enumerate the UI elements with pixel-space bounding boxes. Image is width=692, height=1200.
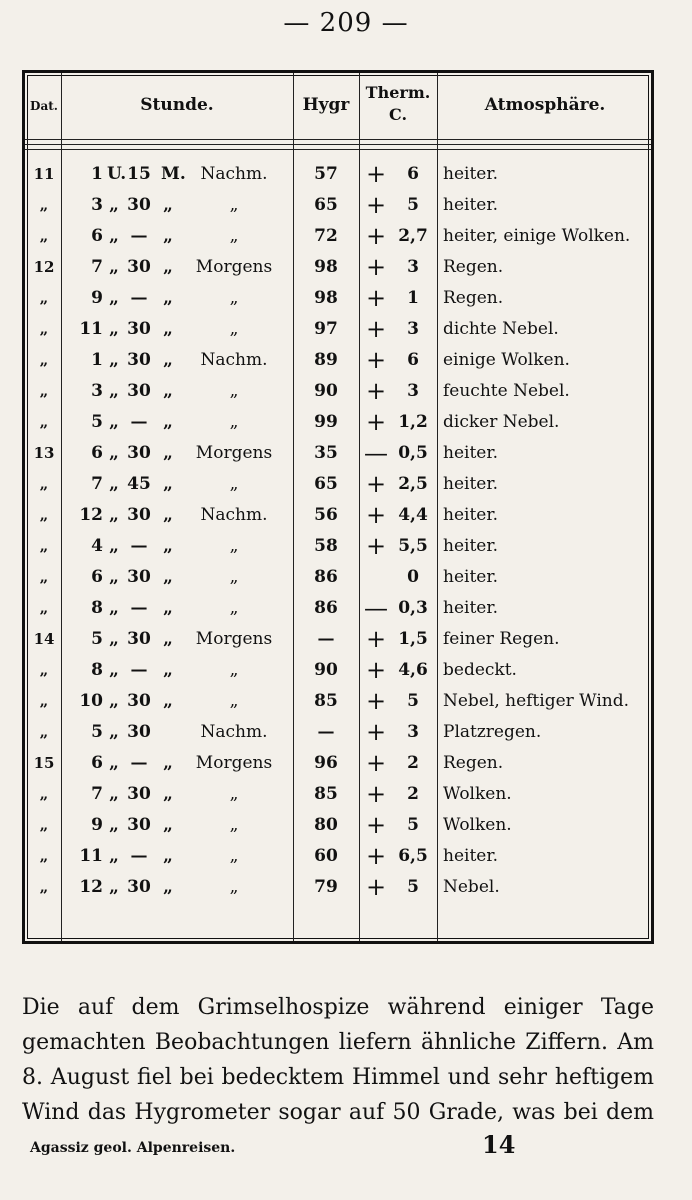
cell-hygrometer: 57 <box>314 164 338 184</box>
cell-hygrometer: 60 <box>314 846 338 866</box>
cell-hygrometer: 72 <box>314 226 338 246</box>
cell-hour: 8 <box>91 598 103 618</box>
cell-minute: — <box>130 288 148 308</box>
cell-atmosphere: dichte Nebel. <box>443 319 559 339</box>
cell-ditto: „ <box>163 629 173 649</box>
cell-ditto: „ <box>109 598 119 618</box>
cell-hour: 4 <box>91 536 103 556</box>
paragraph-line: 8. August fiel bei bedecktem Himmel und sehr heftigem <box>22 1065 654 1090</box>
cell-ditto: „ <box>163 474 173 494</box>
cell-hour: 6 <box>91 753 103 773</box>
cell-atmosphere: Wolken. <box>443 815 512 835</box>
cell-temp-sign: + <box>365 842 387 870</box>
cell-atmosphere: heiter. <box>443 567 499 587</box>
header-rule <box>25 149 651 150</box>
cell-temperature: 2,5 <box>398 474 428 494</box>
cell-hygrometer: 35 <box>314 443 338 463</box>
cell-ditto: „ <box>163 567 173 587</box>
cell-hygrometer: 65 <box>314 474 338 494</box>
table-row <box>25 469 651 500</box>
cell-date: „ <box>39 692 49 710</box>
table-row <box>25 593 651 624</box>
cell-ditto: „ <box>109 753 119 773</box>
cell-ditto: „ <box>109 443 119 463</box>
paragraph-line: gemachten Beobachtungen liefern ähnliche Ziffern. Am <box>22 1030 654 1055</box>
cell-hygrometer: — <box>317 722 335 742</box>
cell-hour: 12 <box>79 877 103 897</box>
cell-hygrometer: 99 <box>314 412 338 432</box>
header-therm: Therm. <box>365 83 431 102</box>
footer-sheet-number: 14 <box>482 1130 516 1159</box>
cell-ditto: „ <box>163 381 173 401</box>
cell-date: „ <box>39 475 49 493</box>
cell-time-of-day: „ <box>229 536 239 556</box>
cell-ditto: „ <box>109 691 119 711</box>
cell-ditto: „ <box>109 195 119 215</box>
cell-minute: — <box>130 226 148 246</box>
cell-ditto: „ <box>163 846 173 866</box>
cell-minute: — <box>130 536 148 556</box>
cell-temp-sign: + <box>365 191 387 219</box>
cell-minute: 30 <box>127 784 151 804</box>
cell-date: „ <box>39 599 49 617</box>
cell-ditto: „ <box>163 505 173 525</box>
cell-date: „ <box>39 289 49 307</box>
cell-minute: — <box>130 846 148 866</box>
header-rule <box>25 144 651 145</box>
cell-hour: 3 <box>91 195 103 215</box>
cell-temp-sign: + <box>365 315 387 343</box>
cell-minute: 45 <box>127 474 151 494</box>
cell-time-of-day: „ <box>229 195 239 215</box>
cell-ditto: „ <box>109 536 119 556</box>
cell-date: „ <box>39 785 49 803</box>
cell-temperature: 5 <box>407 877 419 897</box>
table-row <box>25 624 651 655</box>
cell-time-of-day: „ <box>229 846 239 866</box>
cell-hour: 6 <box>91 443 103 463</box>
cell-ditto: „ <box>163 350 173 370</box>
header-stunde: Stunde. <box>140 95 214 115</box>
cell-temperature: 3 <box>407 722 419 742</box>
cell-temp-sign: + <box>365 625 387 653</box>
cell-date: „ <box>39 537 49 555</box>
cell-atmosphere: Nebel, heftiger Wind. <box>443 691 630 711</box>
cell-hygrometer: 85 <box>314 691 338 711</box>
cell-date: 11 <box>33 165 55 183</box>
cell-atmosphere: Regen. <box>443 753 504 773</box>
cell-time-of-day: „ <box>229 598 239 618</box>
table-row <box>25 872 651 903</box>
cell-temperature: 3 <box>407 257 419 277</box>
cell-temp-sign: + <box>365 718 387 746</box>
cell-temp-sign: — <box>364 439 388 467</box>
table-row <box>25 562 651 593</box>
cell-time-of-day: „ <box>229 567 239 587</box>
cell-ditto: M. <box>161 164 186 184</box>
cell-temp-sign: + <box>365 687 387 715</box>
cell-atmosphere: Wolken. <box>443 784 512 804</box>
cell-time-of-day: Morgens <box>195 443 273 463</box>
cell-temp-sign: + <box>365 749 387 777</box>
cell-ditto: „ <box>163 784 173 804</box>
cell-ditto: „ <box>163 319 173 339</box>
cell-ditto: „ <box>163 598 173 618</box>
cell-temperature: 0,5 <box>398 443 428 463</box>
cell-ditto: „ <box>163 877 173 897</box>
cell-hygrometer: 85 <box>314 784 338 804</box>
cell-ditto: „ <box>109 319 119 339</box>
cell-time-of-day: „ <box>229 319 239 339</box>
cell-time-of-day: „ <box>229 691 239 711</box>
cell-atmosphere: heiter. <box>443 536 499 556</box>
cell-temperature: 1,2 <box>398 412 428 432</box>
cell-hour: 6 <box>91 226 103 246</box>
table-row <box>25 283 651 314</box>
cell-ditto: „ <box>109 226 119 246</box>
cell-minute: 30 <box>127 319 151 339</box>
cell-atmosphere: feiner Regen. <box>443 629 560 649</box>
cell-hygrometer: 97 <box>314 319 338 339</box>
table-row <box>25 190 651 221</box>
cell-temp-sign: + <box>365 501 387 529</box>
cell-temp-sign: + <box>365 656 387 684</box>
cell-minute: 30 <box>127 381 151 401</box>
cell-temp-sign: + <box>365 470 387 498</box>
cell-date: „ <box>39 413 49 431</box>
cell-hygrometer: 58 <box>314 536 338 556</box>
cell-time-of-day: „ <box>229 226 239 246</box>
cell-ditto: „ <box>163 412 173 432</box>
cell-ditto: „ <box>109 722 119 742</box>
cell-temp-sign: + <box>365 253 387 281</box>
cell-time-of-day: „ <box>229 815 239 835</box>
cell-minute: 30 <box>127 350 151 370</box>
cell-hour: 9 <box>91 815 103 835</box>
cell-atmosphere: heiter, einige Wolken. <box>443 226 631 246</box>
cell-hygrometer: 56 <box>314 505 338 525</box>
cell-ditto: „ <box>109 846 119 866</box>
cell-ditto: „ <box>163 691 173 711</box>
cell-time-of-day: Nachm. <box>200 350 268 370</box>
cell-temp-sign: + <box>365 811 387 839</box>
cell-hour: 11 <box>79 319 103 339</box>
cell-hour: 9 <box>91 288 103 308</box>
cell-temperature: 3 <box>407 381 419 401</box>
cell-temperature: 5 <box>407 691 419 711</box>
paragraph-line: Wind das Hygrometer sogar auf 50 Grade, was bei dem <box>22 1100 654 1125</box>
header-rule <box>25 139 651 140</box>
cell-date: „ <box>39 196 49 214</box>
cell-atmosphere: bedeckt. <box>443 660 517 680</box>
cell-temp-sign <box>361 562 391 593</box>
cell-ditto: „ <box>163 753 173 773</box>
cell-hygrometer: 86 <box>314 567 338 587</box>
cell-atmosphere: dicker Nebel. <box>443 412 560 432</box>
cell-ditto: „ <box>109 784 119 804</box>
cell-minute: 30 <box>127 877 151 897</box>
cell-ditto: „ <box>109 381 119 401</box>
header-atmosphaere: Atmosphäre. <box>484 95 606 115</box>
cell-time-of-day: „ <box>229 474 239 494</box>
cell-ditto: U. <box>107 164 127 184</box>
cell-minute: 30 <box>127 257 151 277</box>
cell-time-of-day: Nachm. <box>200 722 268 742</box>
cell-hygrometer: — <box>317 629 335 649</box>
cell-hour: 5 <box>91 722 103 742</box>
cell-date: „ <box>39 568 49 586</box>
cell-minute: 30 <box>127 443 151 463</box>
cell-temp-sign: + <box>365 780 387 808</box>
cell-date: 15 <box>33 754 55 772</box>
cell-minute: — <box>130 598 148 618</box>
cell-atmosphere: Platzregen. <box>443 722 542 742</box>
cell-ditto: „ <box>163 257 173 277</box>
cell-atmosphere: heiter. <box>443 195 499 215</box>
cell-temp-sign: + <box>365 222 387 250</box>
table-row <box>25 376 651 407</box>
cell-hygrometer: 79 <box>314 877 338 897</box>
cell-hour: 1 <box>91 164 103 184</box>
cell-ditto: „ <box>109 505 119 525</box>
cell-temperature: 6 <box>407 164 419 184</box>
cell-time-of-day: „ <box>229 381 239 401</box>
table-row <box>25 748 651 779</box>
cell-ditto: „ <box>163 815 173 835</box>
cell-temp-sign: + <box>365 532 387 560</box>
cell-atmosphere: Regen. <box>443 257 504 277</box>
cell-temperature: 1 <box>407 288 419 308</box>
cell-time-of-day: „ <box>229 412 239 432</box>
cell-date: „ <box>39 506 49 524</box>
cell-ditto: „ <box>163 195 173 215</box>
cell-temp-sign: + <box>365 873 387 901</box>
cell-hygrometer: 90 <box>314 660 338 680</box>
cell-date: „ <box>39 320 49 338</box>
cell-date: „ <box>39 878 49 896</box>
cell-minute: 30 <box>127 505 151 525</box>
table-row <box>25 159 651 190</box>
cell-date: „ <box>39 816 49 834</box>
cell-ditto: „ <box>109 288 119 308</box>
cell-ditto: „ <box>163 443 173 463</box>
table-row <box>25 686 651 717</box>
cell-ditto: „ <box>109 567 119 587</box>
cell-temp-sign: + <box>365 284 387 312</box>
table-row <box>25 717 651 748</box>
cell-hour: 1 <box>91 350 103 370</box>
cell-ditto: „ <box>163 660 173 680</box>
cell-temperature: 3 <box>407 319 419 339</box>
cell-date: „ <box>39 382 49 400</box>
cell-temperature: 0 <box>407 567 419 587</box>
body-paragraph <box>22 990 654 1130</box>
cell-ditto: „ <box>109 350 119 370</box>
cell-time-of-day: Nachm. <box>200 164 268 184</box>
cell-temperature: 6,5 <box>398 846 428 866</box>
table-row <box>25 500 651 531</box>
cell-temperature: 5,5 <box>398 536 428 556</box>
table-row <box>25 314 651 345</box>
cell-minute: 15 <box>127 164 151 184</box>
cell-ditto: „ <box>109 257 119 277</box>
cell-hygrometer: 98 <box>314 257 338 277</box>
cell-atmosphere: Nebel. <box>443 877 500 897</box>
cell-minute: — <box>130 412 148 432</box>
cell-time-of-day: „ <box>229 288 239 308</box>
cell-hour: 5 <box>91 629 103 649</box>
cell-atmosphere: einige Wolken. <box>443 350 570 370</box>
cell-ditto: „ <box>109 629 119 649</box>
cell-minute: — <box>130 660 148 680</box>
cell-temperature: 5 <box>407 815 419 835</box>
cell-atmosphere: feuchte Nebel. <box>443 381 570 401</box>
cell-temperature: 2,7 <box>398 226 428 246</box>
cell-ditto: „ <box>109 474 119 494</box>
cell-hygrometer: 65 <box>314 195 338 215</box>
cell-temperature: 5 <box>407 195 419 215</box>
cell-atmosphere: heiter. <box>443 598 499 618</box>
cell-time-of-day: Nachm. <box>200 505 268 525</box>
cell-hour: 10 <box>79 691 103 711</box>
cell-hour: 5 <box>91 412 103 432</box>
cell-minute: 30 <box>127 722 151 742</box>
cell-ditto: „ <box>109 660 119 680</box>
table-row <box>25 407 651 438</box>
cell-atmosphere: heiter. <box>443 164 499 184</box>
cell-date: „ <box>39 661 49 679</box>
cell-atmosphere: heiter. <box>443 474 499 494</box>
cell-temperature: 1,5 <box>398 629 428 649</box>
header-hygr: Hygr <box>302 95 350 115</box>
cell-hygrometer: 89 <box>314 350 338 370</box>
cell-temperature: 2 <box>407 784 419 804</box>
cell-atmosphere: Regen. <box>443 288 504 308</box>
cell-hygrometer: 80 <box>314 815 338 835</box>
cell-minute: 30 <box>127 195 151 215</box>
cell-hygrometer: 98 <box>314 288 338 308</box>
cell-date: „ <box>39 723 49 741</box>
cell-hour: 7 <box>91 784 103 804</box>
cell-temp-sign: + <box>365 346 387 374</box>
cell-ditto: „ <box>109 815 119 835</box>
cell-temperature: 2 <box>407 753 419 773</box>
cell-hygrometer: 90 <box>314 381 338 401</box>
cell-hour: 8 <box>91 660 103 680</box>
cell-ditto: „ <box>163 226 173 246</box>
table-row <box>25 810 651 841</box>
cell-date: „ <box>39 847 49 865</box>
cell-temperature: 0,3 <box>398 598 428 618</box>
cell-hour: 3 <box>91 381 103 401</box>
cell-hour: 11 <box>79 846 103 866</box>
cell-minute: 30 <box>127 567 151 587</box>
paragraph-line: Die auf dem Grimselhospize während einiger Tage <box>22 995 654 1020</box>
cell-temperature: 4,6 <box>398 660 428 680</box>
table-row <box>25 438 651 469</box>
table-row <box>25 221 651 252</box>
cell-date: „ <box>39 351 49 369</box>
cell-date: 12 <box>33 258 55 276</box>
cell-temp-sign: + <box>365 408 387 436</box>
table-row <box>25 655 651 686</box>
header-therm-unit: C. <box>388 105 408 124</box>
cell-hygrometer: 86 <box>314 598 338 618</box>
cell-atmosphere: heiter. <box>443 505 499 525</box>
cell-date: 14 <box>33 630 55 648</box>
cell-date: 13 <box>33 444 55 462</box>
header-dat: Dat. <box>30 99 58 113</box>
cell-temp-sign: + <box>365 160 387 188</box>
cell-temp-sign: + <box>365 377 387 405</box>
table-row <box>25 252 651 283</box>
cell-ditto: „ <box>109 877 119 897</box>
cell-time-of-day: Morgens <box>195 629 273 649</box>
cell-time-of-day: „ <box>229 660 239 680</box>
observation-table <box>22 70 654 944</box>
cell-minute: 30 <box>127 629 151 649</box>
cell-minute: 30 <box>127 815 151 835</box>
cell-temp-sign: — <box>364 594 388 622</box>
table-row <box>25 531 651 562</box>
footer-signature: Agassiz geol. Alpenreisen. <box>30 1140 236 1156</box>
cell-atmosphere: heiter. <box>443 846 499 866</box>
cell-hour: 7 <box>91 257 103 277</box>
cell-temperature: 6 <box>407 350 419 370</box>
cell-ditto <box>161 717 175 748</box>
table-row <box>25 345 651 376</box>
cell-temperature: 4,4 <box>398 505 428 525</box>
cell-date: „ <box>39 227 49 245</box>
cell-minute: 30 <box>127 691 151 711</box>
table-row <box>25 779 651 810</box>
cell-atmosphere: heiter. <box>443 443 499 463</box>
cell-ditto: „ <box>163 288 173 308</box>
cell-time-of-day: Morgens <box>195 753 273 773</box>
cell-hygrometer: 96 <box>314 753 338 773</box>
cell-ditto: „ <box>109 412 119 432</box>
cell-time-of-day: Morgens <box>195 257 273 277</box>
cell-ditto: „ <box>163 536 173 556</box>
cell-time-of-day: „ <box>229 784 239 804</box>
cell-hour: 7 <box>91 474 103 494</box>
cell-minute: — <box>130 753 148 773</box>
table-row <box>25 841 651 872</box>
cell-hour: 12 <box>79 505 103 525</box>
cell-hour: 6 <box>91 567 103 587</box>
cell-time-of-day: „ <box>229 877 239 897</box>
page-number: — 209 — <box>283 8 409 38</box>
